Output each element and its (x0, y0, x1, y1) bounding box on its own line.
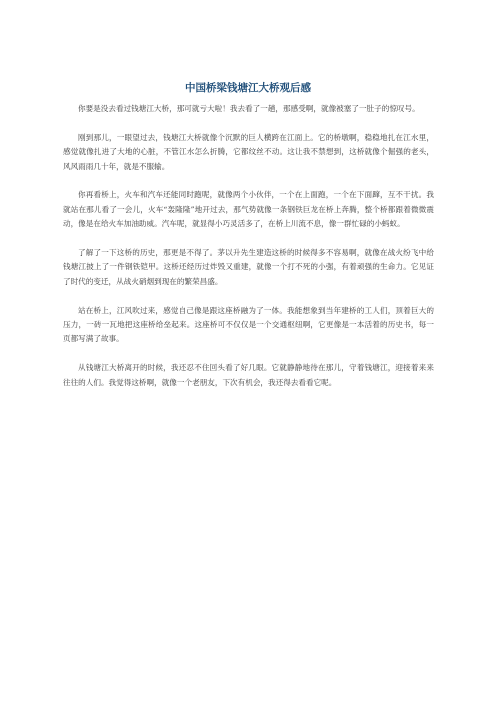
paragraph-2: 刚到那儿，一眼望过去，钱塘江大桥就像个沉默的巨人横跨在江面上。它的桥墩啊，稳稳地扎在江水里，感觉就像扎进了大地的心脏，不管江水怎么折腾，它都纹丝不动。这让我不禁想到，这桥就像个倔强的老头，风风雨雨几十年，就是不服输。 (63, 132, 434, 171)
paragraph-6: 从钱塘江大桥离开的时候，我还忍不住回头看了好几眼。它就静静地待在那儿，守着钱塘江，迎接着来来往往的人们。我觉得这桥啊，就像一个老朋友，下次有机会，我还得去看看它呢。 (63, 363, 434, 387)
paragraph-5: 站在桥上，江风吹过来，感觉自己像是跟这座桥融为了一体。我能想象到当年建桥的工人们，顶着巨大的压力，一砖一瓦地把这座桥给垒起来。这座桥可不仅仅是一个交通枢纽啊，它更像是一本活着的历史书，每一页都写满了故事。 (63, 305, 434, 344)
paragraph-1: 你要是没去看过钱塘江大桥，那可就亏大啦！我去看了一趟，那感受啊，就像被塞了一肚子的惊叹号。 (78, 104, 420, 113)
document-body (63, 102, 434, 404)
paragraph-3: 你再看桥上，火车和汽车还能同时跑呢，就像两个小伙伴，一个在上面跑，一个在下面蹿，互不干扰。我就站在那儿看了一会儿，火车“轰隆隆”地开过去，那气势就像一条钢铁巨龙在桥上奔腾，整个桥都跟着微微震动，像是在给火车加油助威。汽车呢，就显得小巧灵活多了，在桥上川流不息，像一群忙碌的小蚂蚁。 (63, 190, 434, 229)
document-title: 中国桥梁钱塘江大桥观后感 (185, 82, 311, 94)
paragraph-4: 了解了一下这桥的历史，那更是不得了。茅以升先生建造这桥的时候得多不容易啊，就像在战火纷飞中给钱塘江披上了一件钢铁铠甲。这桥还经历过炸毁又重建，就像一个打不死的小强，有着顽强的生命力。它见证了时代的变迁，从战火硝烟到现在的繁荣昌盛。 (63, 248, 434, 286)
